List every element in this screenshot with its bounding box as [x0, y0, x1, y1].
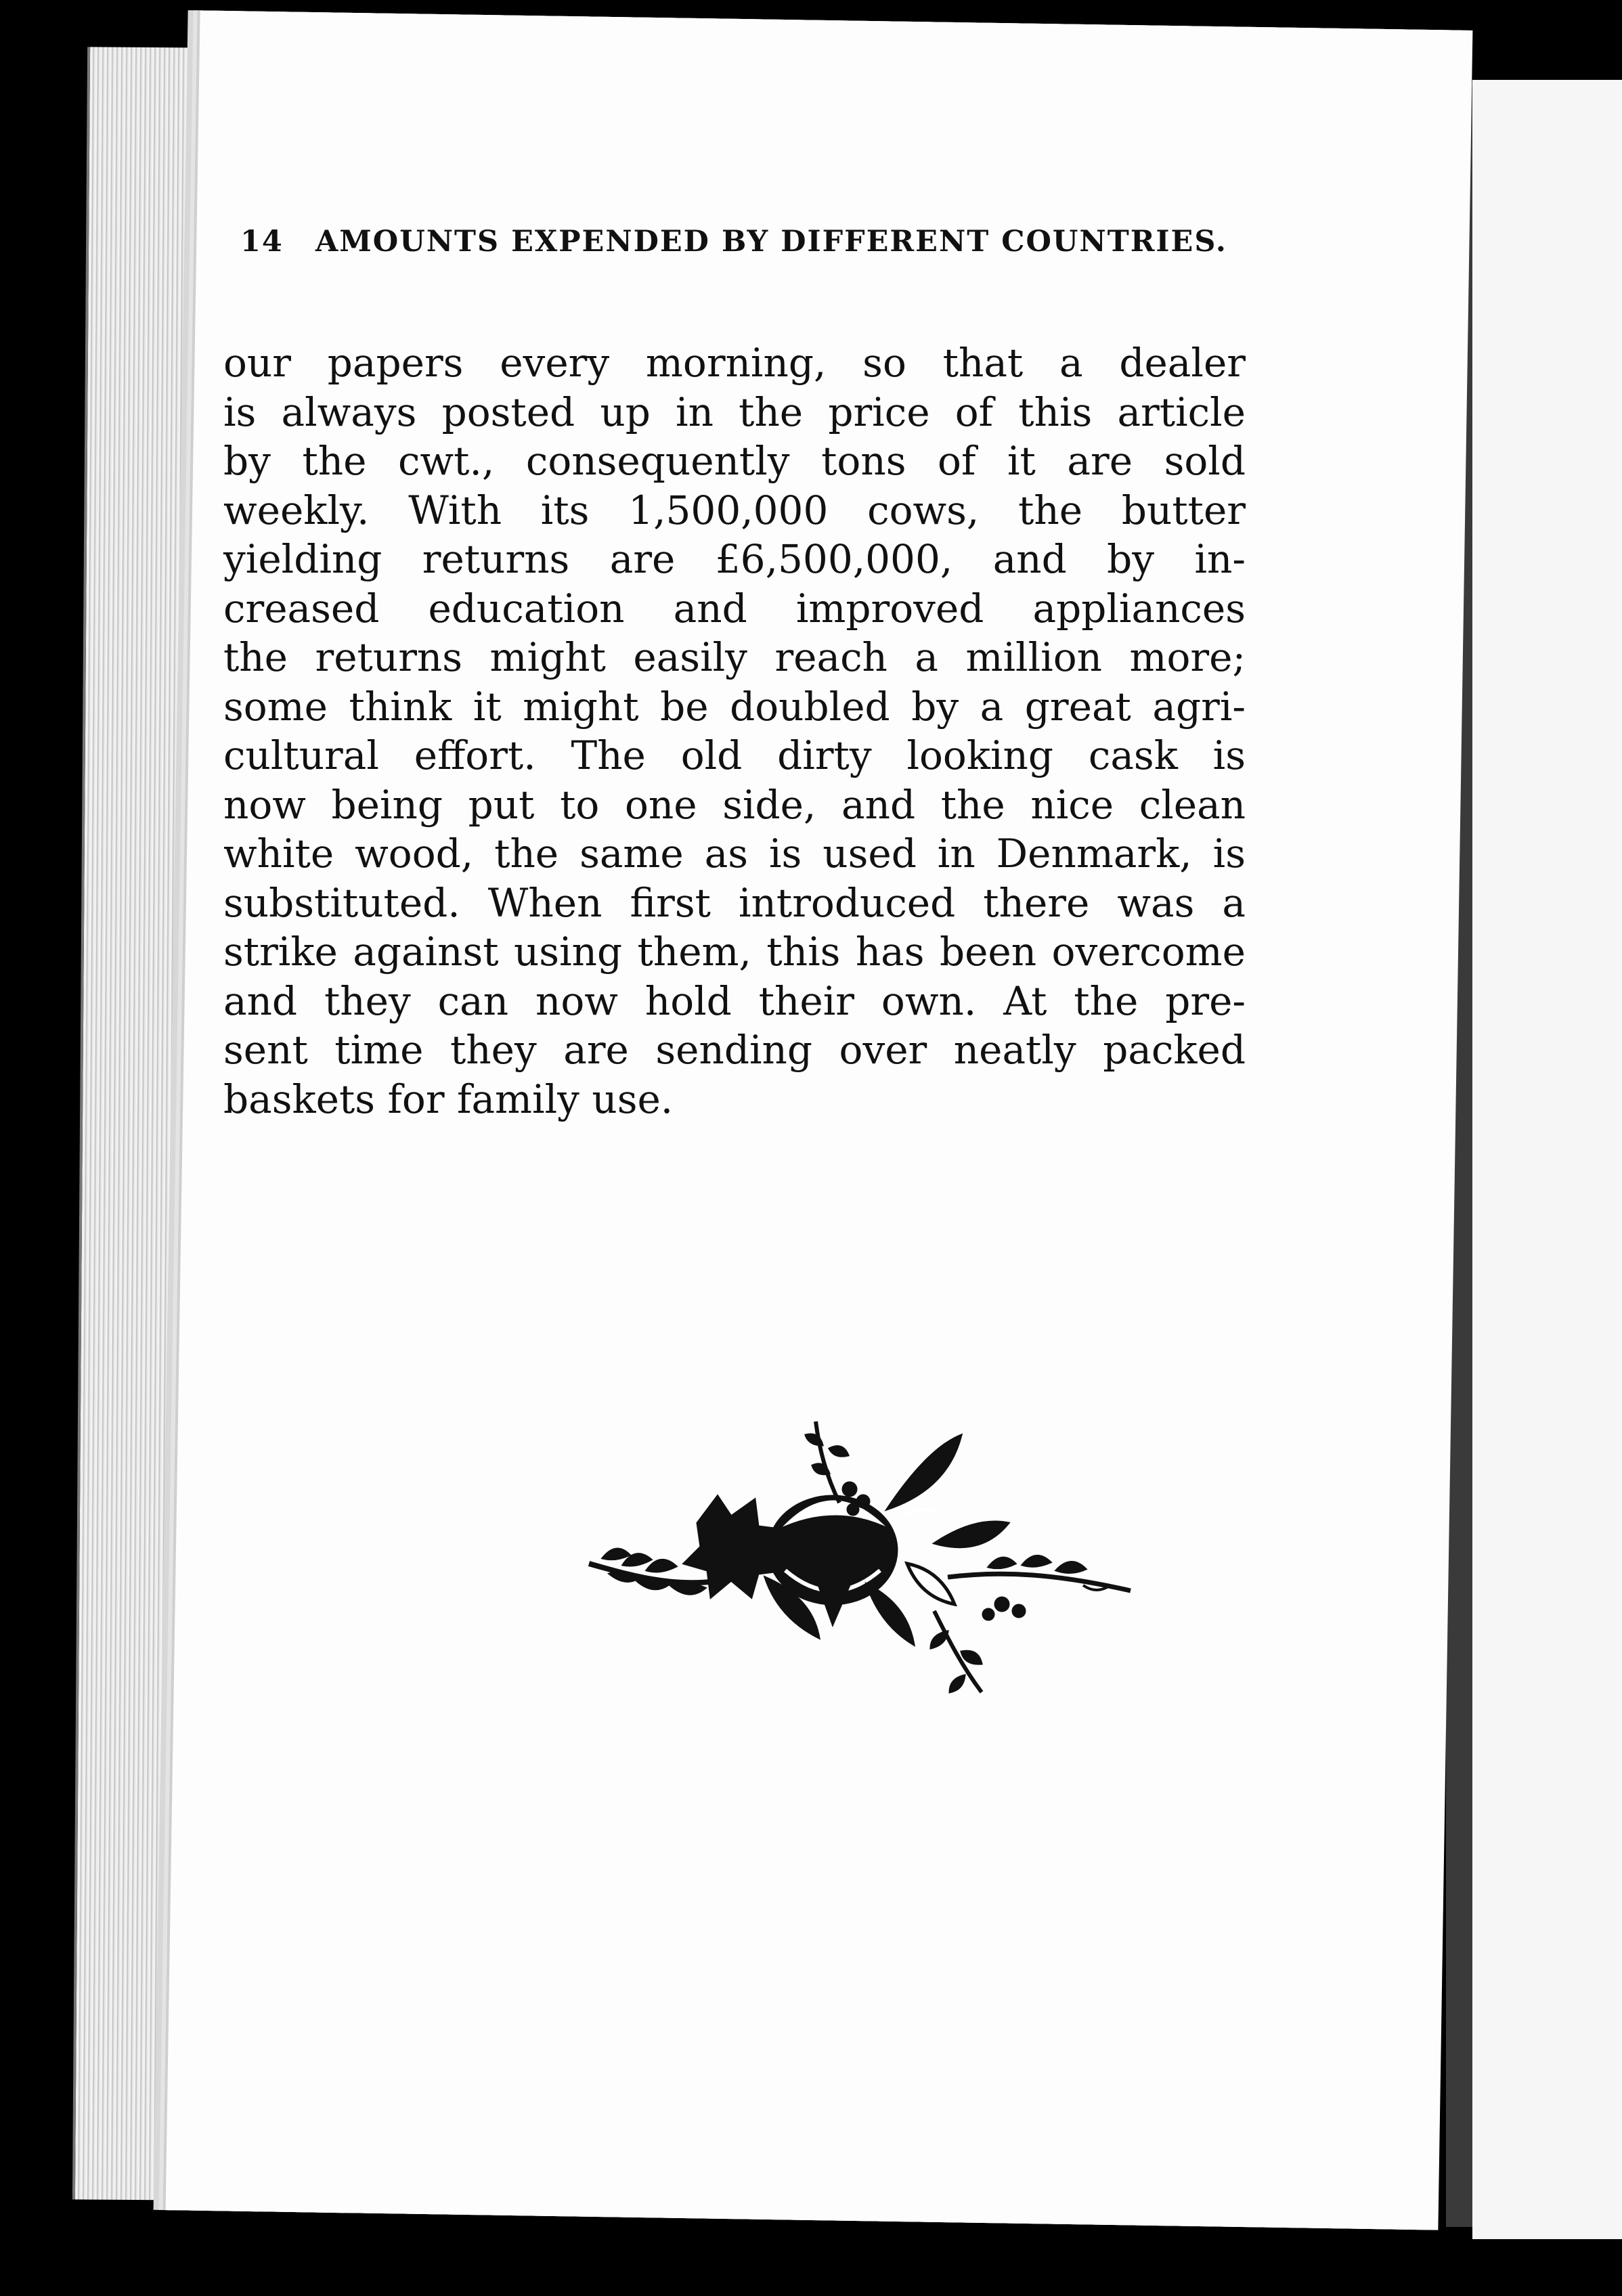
floral-tailpiece-icon: [582, 1408, 1151, 1706]
text-line: our papers every morning, so that a dealer: [223, 340, 1246, 386]
text-line: and they can now hold their own. At the pre-: [223, 977, 1246, 1024]
text-line: the returns might easily reach a million more;: [223, 634, 1246, 680]
text-line: some think it might be doubled by a great agri-: [223, 683, 1246, 730]
text-line: now being put to one side, and the nice clean: [223, 781, 1246, 828]
facing-page: [1472, 80, 1622, 2239]
text-line: substituted. When first introduced there was a: [223, 879, 1246, 926]
text-line: by the cwt., consequently tons of it are sold: [223, 438, 1246, 484]
text-line: yielding returns are £6,500,000, and by in-: [223, 536, 1246, 582]
page-number: 14: [240, 225, 284, 259]
text-line: strike against using them, this has been overcome: [223, 929, 1246, 975]
text-line: cultural effort. The old dirty looking cask is: [223, 732, 1246, 778]
text-line: baskets for family use.: [223, 1076, 674, 1122]
text-line: creased education and improved appliances: [223, 585, 1246, 632]
text-line: weekly. With its 1,500,000 cows, the butter: [223, 487, 1246, 533]
text-line: white wood, the same as is used in Denmark, is: [223, 831, 1246, 877]
text-line: sent time they are sending over neatly packed: [223, 1027, 1246, 1073]
running-head-title: AMOUNTS EXPENDED BY DIFFERENT COUNTRIES.: [315, 225, 1227, 259]
text-line: is always posted up in the price of this article: [223, 389, 1246, 435]
body-paragraph: [223, 338, 1246, 1124]
running-head: [240, 225, 1378, 259]
